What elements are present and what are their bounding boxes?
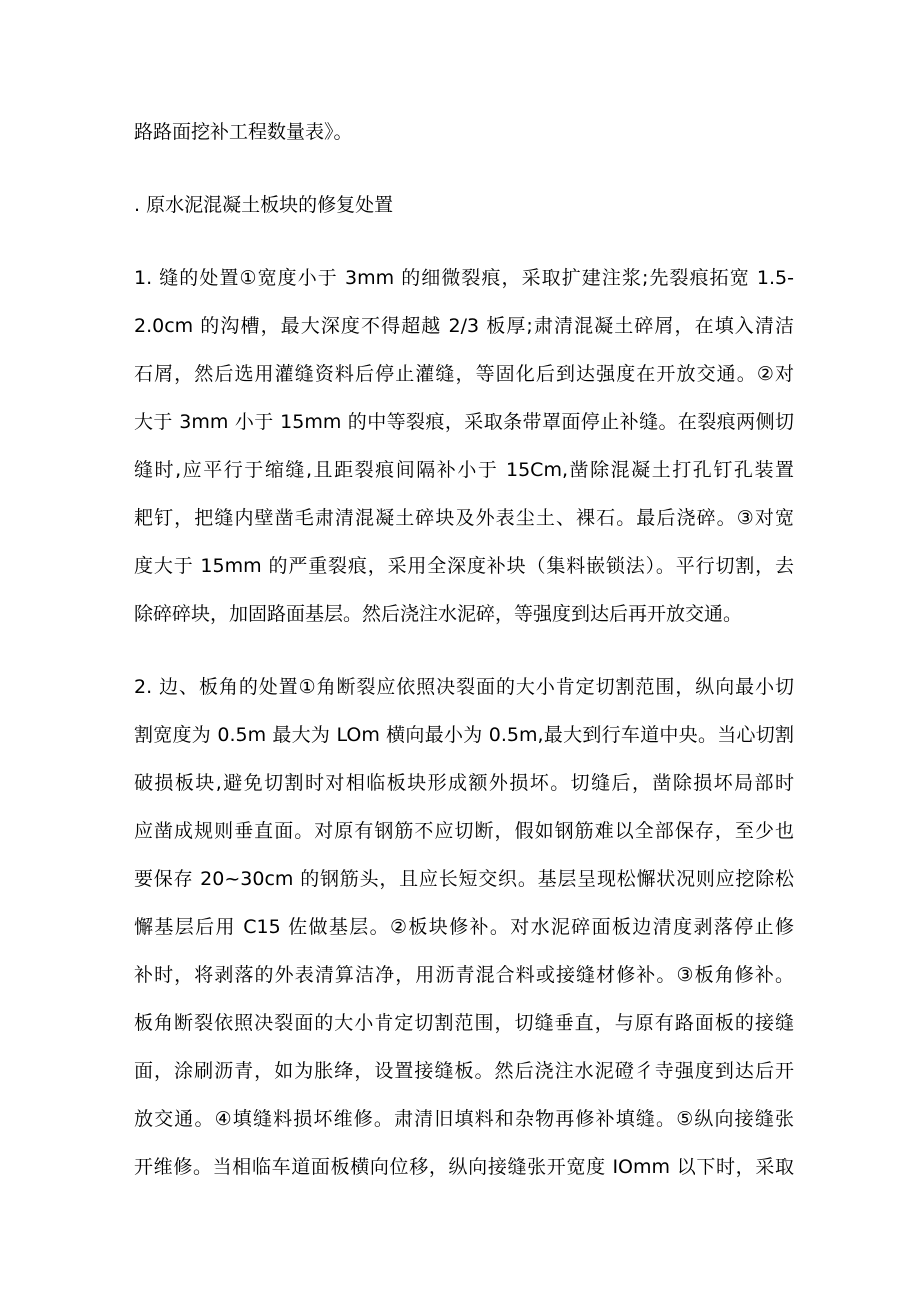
paragraph-line: 懈基层后用 C15 佐做基层。②板块修补。对水泥碎面板边清度剥落停止修	[134, 916, 794, 938]
paragraph-line: 大于 3mm 小于 15mm 的中等裂痕，采取条带罩面停止补缝。在裂痕两侧切	[134, 411, 794, 433]
paragraph-line: 板角断裂依照决裂面的大小肯定切割范围，切缝垂直，与原有路面板的接缝	[134, 1012, 794, 1034]
paragraph-line: 度大于 15mm 的严重裂痕，采用全深度补块（集料嵌锁法）。平行切割，去	[134, 555, 794, 577]
paragraph-line: 破损板块,避免切割时对相临板块形成额外损坏。切缝后，凿除损坏局部时	[134, 772, 794, 794]
paragraph-line: 耙钉，把缝内壁凿毛肃清混凝土碎块及外表尘土、裸石。最后浇碎。③对宽	[134, 507, 794, 529]
paragraph-line: 面，涂刷沥青，如为胀绛，设置接缝板。然后浇注水泥磴彳寺强度到达后开	[134, 1060, 794, 1082]
paragraph-line: 2.0cm 的沟槽，最大深度不得超越 2/3 板厚;肃清混凝土碎屑，在填入清洁	[134, 315, 794, 337]
paragraph-line: 放交通。④填缝料损坏维修。肃清旧填料和杂物再修补填缝。⑤纵向接缝张	[134, 1108, 794, 1130]
paragraph-line: 石屑，然后选用灌缝资料后停止灌缝，等固化后到达强度在开放交通。②对	[134, 363, 794, 385]
paragraph-line: 除碎碎块，加固路面基层。然后浇注水泥碎，等强度到达后再开放交通。	[134, 603, 743, 625]
section-heading: . 原水泥混凝土板块的修复处置	[134, 194, 394, 216]
paragraph-line: 应凿成规则垂直面。对原有钢筋不应切断，假如钢筋难以全部保存，至少也	[134, 820, 794, 842]
paragraph-line: 1. 缝的处置①宽度小于 3mm 的细微裂痕，采取扩建注浆;先裂痕拓宽 1.5-	[134, 267, 794, 289]
paragraph-line: 开维修。当相临车道面板横向位移，纵向接缝张开宽度 IOmm 以下时，采取	[134, 1156, 794, 1178]
paragraph-line: 缝时,应平行于缩缝,且距裂痕间隔补小于 15Cm,凿除混凝土打孔钉孔装置	[134, 459, 794, 481]
paragraph-line: 要保存 20~30cm 的钢筋头，且应长短交织。基层呈现松懈状况则应挖除松	[134, 868, 794, 890]
paragraph-line: 补时，将剥落的外表清算洁净，用沥青混合料或接缝材修补。③板角修补。	[134, 964, 794, 986]
text-line: 路路面挖补工程数量表》。	[134, 121, 353, 143]
paragraph-line: 割宽度为 0.5m 最大为 LOm 横向最小为 0.5m,最大到行车道中央。当心切割	[134, 724, 794, 746]
paragraph-line: 2. 边、板角的处置①角断裂应依照决裂面的大小肯定切割范围，纵向最小切	[134, 676, 794, 698]
